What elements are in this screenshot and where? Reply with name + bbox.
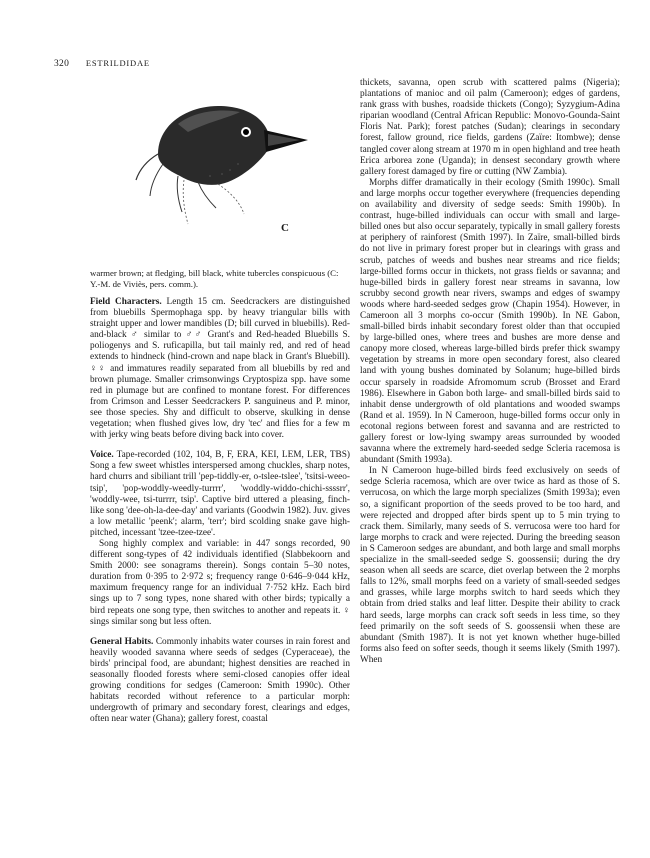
field-characters-text: Length 15 cm. Seedcrackers are distinguished from bluebills Spermophaga spp. by heavy triangular bills with straight upper and lower mandibles (D; bill curved in bluebills). Red-and-black ♂ similar to ♂♂ Grant's and Red-headed Bluebills S. poliogenys and S. ruficapilla, but tail mainly red, and red of head extends to hindneck (hind-crown and nape black in Grant's Bluebill). ♀♀ and immatures readily separated from all bluebills by red and brown plumage. Smaller crimsonwings Cryptospiza spp. have some red in plumage but are confined to montane forest. For differences from Crimson and Lesser Seedcrackers P. sanguineus and P. minor, see those species. Shy and difficult to observe, skulking in dense vegetation; when flushed gives low, dry 'tec' and flies for a few m with jerky wing beats before diving back into cover. (90, 297, 350, 441)
voice-paragraph (90, 450, 350, 539)
general-habits-paragraph (90, 637, 350, 726)
family-name: ESTRILDIDAE (85, 58, 150, 68)
morphs-ecology-paragraph: Morphs differ dramatically in their ecology (Smith 1990c). Small and large morphs occur together everywhere (frequencies depending on availability and diversity of sedge seeds: Smith 1990b). In contrast, huge-billed individuals can occur with small and large-billed ones but also occur separately, typically in small gallery forests at periphery of rainforest (Smith 1997). In Zaïre, small-billed birds do not live in primary forest proper but in clearings with grass and scrub, patches of weeds and bushes near streams and rice fields; large-billed forms occur in thickets, not grass fields or savanna; and huge-billed birds in gallery forest near streams in savanna, low scrubby second growth near rivers, swamps and edges of swampy woods where hard-seeded sedges grow (Chapin 1954). However, in Cameroon all 3 morphs co-occur (Smith 1990b). In NE Gabon, small-billed birds inhabit secondary forest older than that occupied by large-billed ones, where trees and bushes are more dense and canopy more closed, whereas large-billed birds prefer thick swampy vegetation by streams in more open secondary forest, also cleared land with young bushes dominated by Solanum; huge-billed birds occur sparsely in roadside Afromomum scrub (Brosset and Erard 1986). Elsewhere in Gabon both large- and small-billed birds said to inhabit dense undergrowth of old plantations and wooded swamps (Rand et al. 1959). In N Cameroon, huge-billed forms occur only in ecotonal regions between forest and savanna and are restricted to gallery forest or low-lying swampy areas surrounded by wooded savanna where the extremely hard-seeded sedge Scleria racemosa is abundant (Smith 1993a). (360, 177, 620, 466)
figure-label: C (281, 222, 289, 234)
field-characters-heading: Field Characters. (90, 297, 162, 307)
page-number: 320 (54, 59, 70, 69)
voice-song-paragraph: Song highly complex and variable: in 447 songs recorded, 90 different song-types of 42 individuals identified (Slabbekoorn and Smith 2000: see sonagrams therein). Songs contain 5–30 notes, duration from 0·395 to 2·972 s; frequency range 0·646–9·044 kHz, maximum frequency range for an individual 7·752 kHz. Each bird sings up to 7 song types, none shared with other birds; typically a bird repeats one song type, then switches to another and repeats it. ♀ sings similar song but less often. (90, 538, 350, 627)
figure-caption: warmer brown; at fledging, bill black, white tubercles conspicuous (C: Y.-M. de Viviès, pers. comm.). (90, 268, 339, 289)
feeding-paragraph: In N Cameroon huge-billed birds feed exclusively on seeds of sedge Scleria racemosa, which are over twice as hard as those of S. verrucosa, on which the large morph specializes (Smith 1993a); even so, a significant proportion of the seeds proved to be too hard, and were rejected and dropped after birds spent up to 5 min trying to crack them. Similarly, many seeds of S. verrucosa were too hard for large morphs to crack and were rejected. During the breeding season in S Cameroon sedges are abundant, and both large and small morphs specialize in the small-seeded sedge S. goossensii; during the dry season when all seeds are scarce, diet overlap between the 2 morphs falls to 12%, small morphs feed on a variety of small-seeded sedges and grasses, while large morphs switch to hard seeds which they obtain from dried stalks and leaf litter. Despite their ability to crack hard seeds, large morphs can crack soft seeds in less time, so they feed primarily on the soft seeds of S. goossensii when these are abundant (Smith 1987). It is not yet known whether huge-billed forms also feed on softer seeds, though it seems likely (Smith 1997). When (360, 466, 620, 665)
bird-head-illustration (118, 84, 318, 244)
right-column (360, 78, 620, 666)
voice-heading: Voice. (90, 450, 114, 461)
general-habits-heading: General Habits. (90, 636, 154, 647)
left-column (90, 297, 350, 725)
seedcracker-head-drawing (136, 106, 308, 224)
habitat-paragraph: thickets, savanna, open scrub with scattered palms (Nigeria); plantations of manioc and oil palm (Cameroon); edges of gardens, rank grass with bushes, roadside thickets (Congo); Syzygium-Adina riparian woodland (Central African Republic: Monovo-Gounda-Saint Floris Nat. Park); forest patches (Sudan); clearings in secondary forest, fallow ground, rice fields, gardens (Zaïre: Itombwe); dense tangled cover along stream at 1970 m in open highland and tree heath Erica arborea zone (Uganda); in densest secondary growth where gallery forest damaged by fire or cutting (NW Zambia). (360, 78, 620, 177)
field-characters-paragraph (90, 297, 350, 441)
running-head (54, 58, 150, 69)
general-habits-text: Commonly inhabits water courses in rain forest and heavily wooded savanna where seeds of sedges (Cyperaceae), the birds' principal food, are abundant; highest densities are reached in seasonally flooded forests where semi-closed canopies offer ideal growing conditions for sedges (Cameroon: Smith 1990c). Other habitats recorded without reference to a particular morph: undergrowth of primary and secondary forest, clearings and edges, often near water (Ghana); gallery forest, coastal (90, 636, 350, 725)
voice-text: Tape-recorded (102, 104, B, F, ERA, KEI, LEM, LER, TBS) Song a few sweet whistles interspersed among chuckles, sharp notes, hard churrs and sibiliant trill 'pep-tiddly-er, o-tslee-tslee', 'tsitsi-weeo-tsip', 'pop-woddly-weedly-turrrr', 'woddly-widdo-chichi-ssssrr', 'woddly-wee, tsi-turrrr, tsip'. Captive bird uttered a pleasing, finch-like song 'dee-oh-la-dee-day' and variants (Goodwin 1982). Juv. gives a low metallic 'peenk'; alarm, 'terr'; bird scolding snake gave high-pitched, incessant 'tzee-tzee-tzee'. (90, 450, 350, 538)
